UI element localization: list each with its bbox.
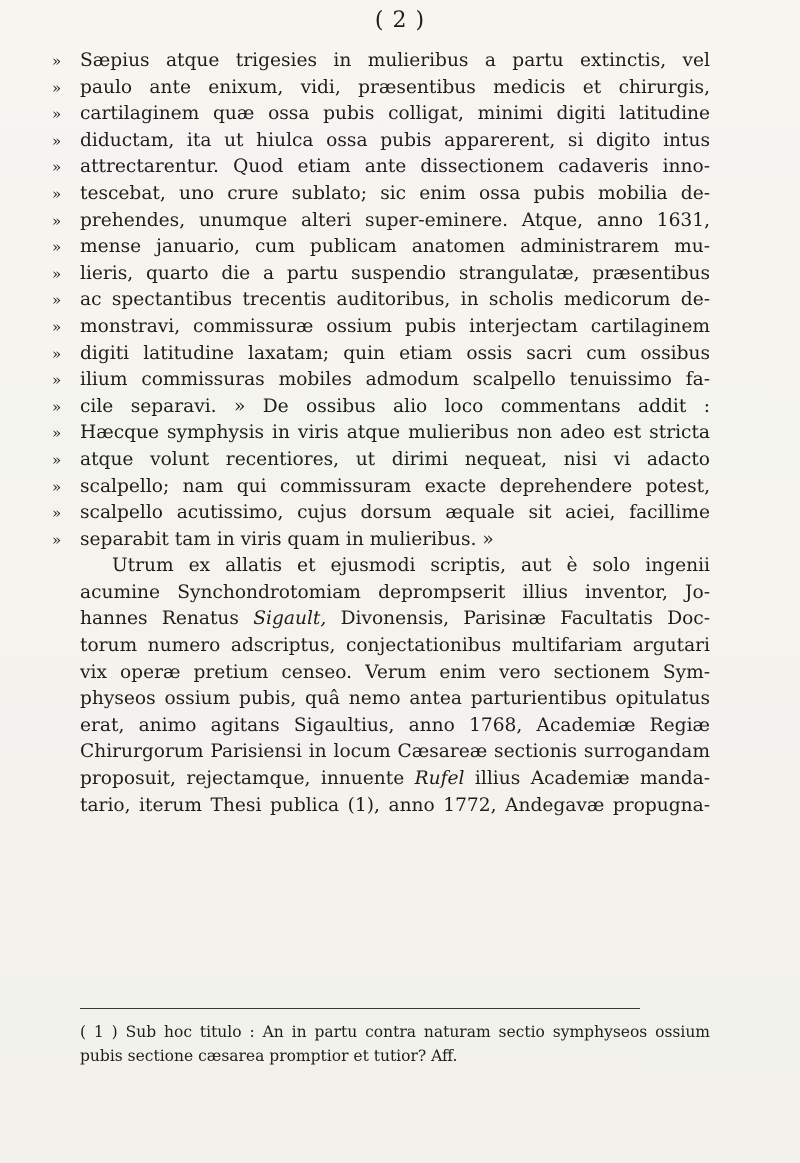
line-text: attrectarentur. Quod etiam ante dissectionem cadaveris inno-: [80, 156, 710, 178]
quote-mark: »: [52, 530, 62, 549]
footnote: [80, 1020, 710, 1068]
line-text: Hæcque symphysis in viris atque mulieribus non adeo est stricta: [80, 422, 710, 444]
line-text: atque volunt recentiores, ut dirimi nequeat, nisi vi adacto: [80, 448, 710, 470]
line-text: lieris, quarto die a partu suspendio strangulatæ, præsentibus: [80, 262, 710, 284]
quote-mark: »: [52, 450, 62, 469]
text-line: [80, 766, 710, 793]
main-text: [52, 48, 710, 819]
text-line: [52, 154, 710, 181]
line-text: scalpello acutissimo, cujus dorsum æquale sit aciei, facillime: [80, 502, 710, 524]
footnote-rule: [80, 1008, 640, 1009]
quote-mark: »: [52, 317, 62, 336]
quote-mark: »: [52, 291, 62, 310]
footnote-line: ( 1 ) Sub hoc titulo : An in partu contra naturam sectio symphyseos ossium: [80, 1023, 710, 1041]
text-line: [52, 394, 710, 421]
quote-mark: »: [52, 397, 62, 416]
line-text: vix operæ pretium censeo. Verum enim vero sectionem Sym-: [80, 661, 710, 683]
line-text: cile separavi. » De ossibus alio loco commentans addit :: [80, 395, 710, 417]
line-text: ac spectantibus trecentis auditoribus, in scholis medicorum de-: [80, 289, 710, 311]
quote-mark: »: [52, 371, 62, 390]
line-text: cartilaginem quæ ossa pubis colligat, minimi digiti latitudine: [80, 103, 710, 125]
text-line: [52, 500, 710, 527]
line-text: ilium commissuras mobiles admodum scalpello tenuissimo fa-: [80, 369, 710, 391]
line-text: monstravi, commissuræ ossium pubis interjectam cartilaginem: [80, 315, 710, 337]
quote-mark: »: [52, 477, 62, 496]
line-text: digiti latitudine laxatam; quin etiam ossis sacri cum ossibus: [80, 342, 710, 364]
text-line: [52, 48, 710, 75]
text-line: [52, 287, 710, 314]
text-line: [52, 128, 710, 155]
author-name-italic: Sigault,: [253, 608, 327, 630]
quote-mark: »: [52, 264, 62, 283]
quote-mark: »: [52, 105, 62, 124]
text-line: [52, 234, 710, 261]
line-text: Utrum ex allatis et ejusmodi scriptis, aut è solo ingenii: [112, 555, 710, 577]
line-text: diductam, ita ut hiulca ossa pubis apparerent, si digito intus: [80, 129, 710, 151]
text-line: [52, 75, 710, 102]
line-text: Sæpius atque trigesies in mulieribus a partu extinctis, vel: [80, 50, 710, 71]
text-line: [80, 739, 710, 766]
text-line: [52, 101, 710, 128]
line-text: proposuit, rejectamque, innuente: [80, 768, 415, 790]
line-text: hannes Renatus: [80, 608, 254, 630]
text-line: [80, 553, 710, 580]
quote-mark: »: [52, 211, 62, 230]
text-line: [52, 447, 710, 474]
quote-mark: »: [52, 184, 62, 203]
text-line: [52, 208, 710, 235]
quote-mark: »: [52, 158, 62, 177]
line-text: illius Academiæ manda-: [464, 768, 710, 790]
line-text: physeos ossium pubis, quâ nemo antea parturientibus opitulatus: [80, 688, 710, 710]
line-text: scalpello; nam qui commissuram exacte deprehendere potest,: [80, 475, 710, 497]
text-line: [52, 367, 710, 394]
text-line: [80, 633, 710, 660]
quote-mark: »: [52, 504, 62, 523]
text-line: [52, 474, 710, 501]
line-text: mense januario, cum publicam anatomen administrarem mu-: [80, 236, 710, 258]
line-text: separabit tam in viris quam in mulieribus. »: [80, 528, 494, 550]
quote-mark: »: [52, 52, 62, 70]
line-text: prehendes, unumque alteri super-eminere. Atque, anno 1631,: [80, 209, 710, 231]
line-text: Divonensis, Parisinæ Facultatis Doc-: [326, 608, 710, 630]
text-line: [52, 181, 710, 208]
quote-mark: »: [52, 131, 62, 150]
page-number: ( 2 ): [374, 8, 426, 33]
line-text: Chirurgorum Parisiensi in locum Cæsareæ sectionis surrogandam: [80, 741, 710, 763]
text-line: [80, 580, 710, 607]
text-line: [52, 341, 710, 368]
quote-mark: »: [52, 238, 62, 257]
text-line: [52, 420, 710, 447]
text-line: [80, 660, 710, 687]
text-line: [80, 713, 710, 740]
line-text: paulo ante enixum, vidi, præsentibus medicis et chirurgis,: [80, 76, 710, 98]
person-name-italic: Rufel: [414, 768, 465, 790]
quote-mark: »: [52, 78, 62, 97]
text-line: [52, 527, 710, 554]
line-text: tario, iterum Thesi publica (1), anno 1772, Andegavæ propugna-: [80, 794, 710, 816]
quote-mark: »: [52, 344, 62, 363]
quote-mark: »: [52, 424, 62, 443]
text-line: [52, 261, 710, 288]
line-text: acumine Synchondrotomiam deprompserit illius inventor, Jo-: [80, 581, 710, 603]
line-text: tescebat, uno crure sublato; sic enim ossa pubis mobilia de-: [80, 182, 710, 204]
text-line: [80, 793, 710, 820]
footnote-line: pubis sectione cæsarea promptior et tutior? Aff.: [80, 1047, 458, 1065]
text-line: [52, 314, 710, 341]
text-line: [80, 686, 710, 713]
text-line: [80, 606, 710, 633]
line-text: torum numero adscriptus, conjectationibus multifariam argutari: [80, 635, 710, 657]
line-text: erat, animo agitans Sigaultius, anno 1768, Academiæ Regiæ: [80, 714, 710, 736]
